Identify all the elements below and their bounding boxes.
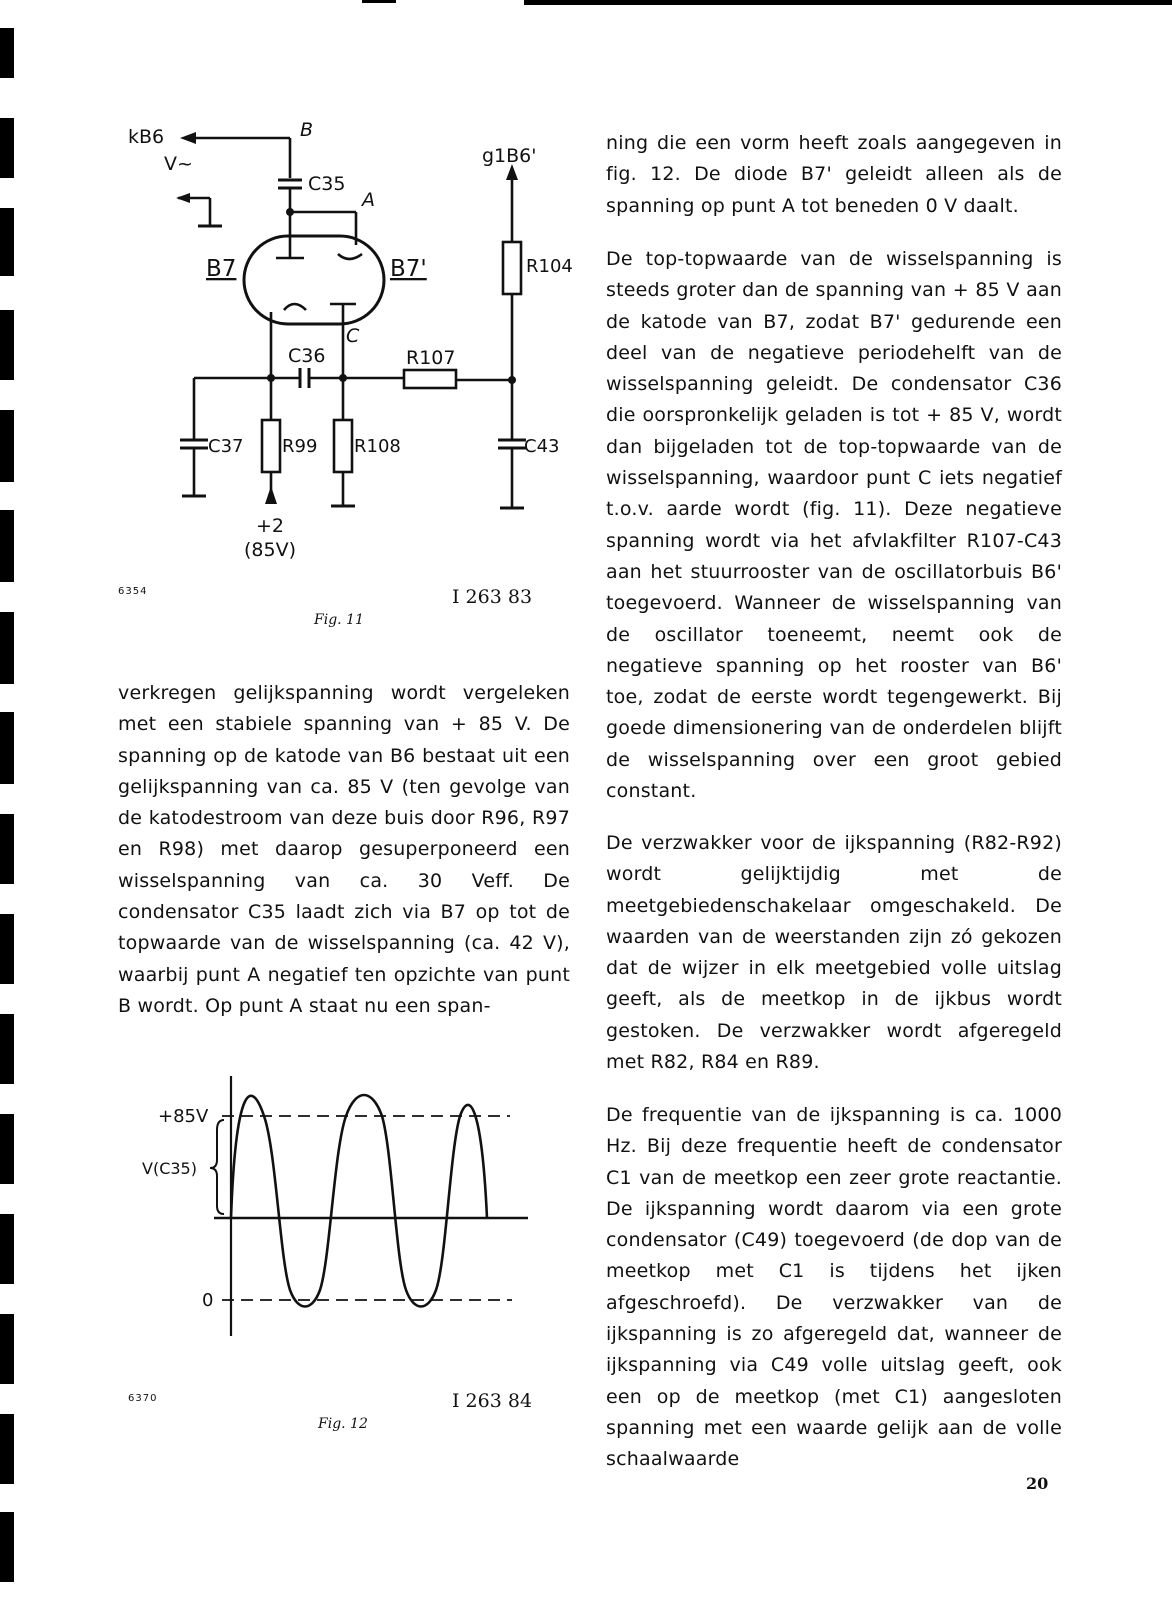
label-b: B [300,119,314,141]
label-kb6: kB6 [128,126,165,148]
figure-12-caption: Fig. 12 [318,1416,368,1432]
label-r107: R107 [406,347,456,369]
label-r99: R99 [282,436,318,457]
label-c: C [346,325,360,347]
label-v-c35: V(C35) [142,1159,197,1178]
label-c43: C43 [524,436,560,457]
page-number: 20 [1026,1474,1049,1493]
label-plus-85v: +85V [158,1106,209,1127]
label-r108: R108 [354,436,401,457]
label-c37: C37 [208,436,244,457]
label-zero: 0 [202,1290,214,1311]
label-a: A [362,189,375,211]
label-supply: +2 [256,515,285,537]
label-b7: B7 [206,256,237,282]
figure-11-caption: Fig. 11 [314,612,364,628]
label-g1b6: g1B6' [482,145,537,167]
figure-12-drawing-number: 6370 [128,1393,158,1404]
right-paragraph-4: De frequentie van de ijkspanning is ca. 1000 Hz. Bij deze frequentie heeft de condensator C1 van de meetkop een zeer grote reactantie. De ijkspanning wordt daarom via een grote condensator (C49) toegevoerd (de dop van de meetkop met C1 is tijdens het ijken afgeschroefd). De verzwakker van de ijkspanning is zo afgeregeld dat, wanneer de ijkspanning via C49 volle uitslag geeft, ook een op de meetkop (met C1) aangesloten spanning met een waarde gelijk aan de volle schaalwaarde [606,1104,1062,1471]
label-b7-prime: B7' [390,256,427,282]
right-paragraph-2: De top-topwaarde van de wisselspanning is steeds groter dan de spanning van + 85 V aan de katode van B7, zodat B7' gedurende een deel van de negatieve periodehelft van de wisselspanning geleidt. De condensator C36 die oorspronkelijk geladen is tot + 85 V, wordt dan bijgeladen tot de top-topwaarde van de wisselspanning, waardoor punt C iets negatief t.o.v. aarde wordt (fig. 11). Deze negatieve spanning wordt via het afvlakfilter R107-C43 aan het stuurrooster van de oscillatorbuis B6' toegevoerd. Wanneer de wisselspanning van de oscillator toeneemt, neemt ook de negatieve spanning op het rooster van B6' toe, zodat de eerste wordt tegengewerkt. Bij goede dimensionering van de onderdelen blijft de wisselspanning over een groot gebied constant. [606,248,1062,803]
figure-12-code: I 263 84 [452,1390,533,1412]
label-c35: C35 [308,173,346,195]
label-c36: C36 [288,345,326,367]
right-paragraph-3: De verzwakker voor de ijkspanning (R82-R92) wordt gelijktijdig met de meetgebiedenschakelaar omgeschakeld. De waarden van de weerstanden zijn zó gekozen dat de wijzer in elk meetgebied volle uitslag geeft, als de meetkop in de ijkbus wordt gestoken. De verzwakker wordt afgeregeld met R82, R84 en R89. [606,832,1062,1074]
label-r104: R104 [526,256,573,277]
left-column-paragraph: verkregen gelijkspanning wordt vergeleken met een stabiele spanning van + 85 V. De spanning op de katode van B6 bestaat uit een gelijkspanning van ca. 85 V (ten gevolge van de katodestroom van deze buis door R96, R97 en R98) met daarop gesuperponeerd een wisselspanning van ca. 30 Veff. De condensator C35 laadt zich via B7 op tot de topwaarde van de wisselspanning (ca. 42 V), waarbij punt A negatief ten opzichte van punt B wordt. Op punt A staat nu een span- [118,682,570,1017]
figure-11-drawing-number: 6354 [118,586,148,597]
figure-11-code: I 263 83 [452,586,533,608]
label-supply-voltage: (85V) [244,539,296,561]
label-v-ac: V~ [164,153,193,175]
right-paragraph-1: ning die een vorm heeft zoals aangegeven in fig. 12. De diode B7' geleidt alleen als de spanning op punt A tot beneden 0 V daalt. [606,132,1062,217]
